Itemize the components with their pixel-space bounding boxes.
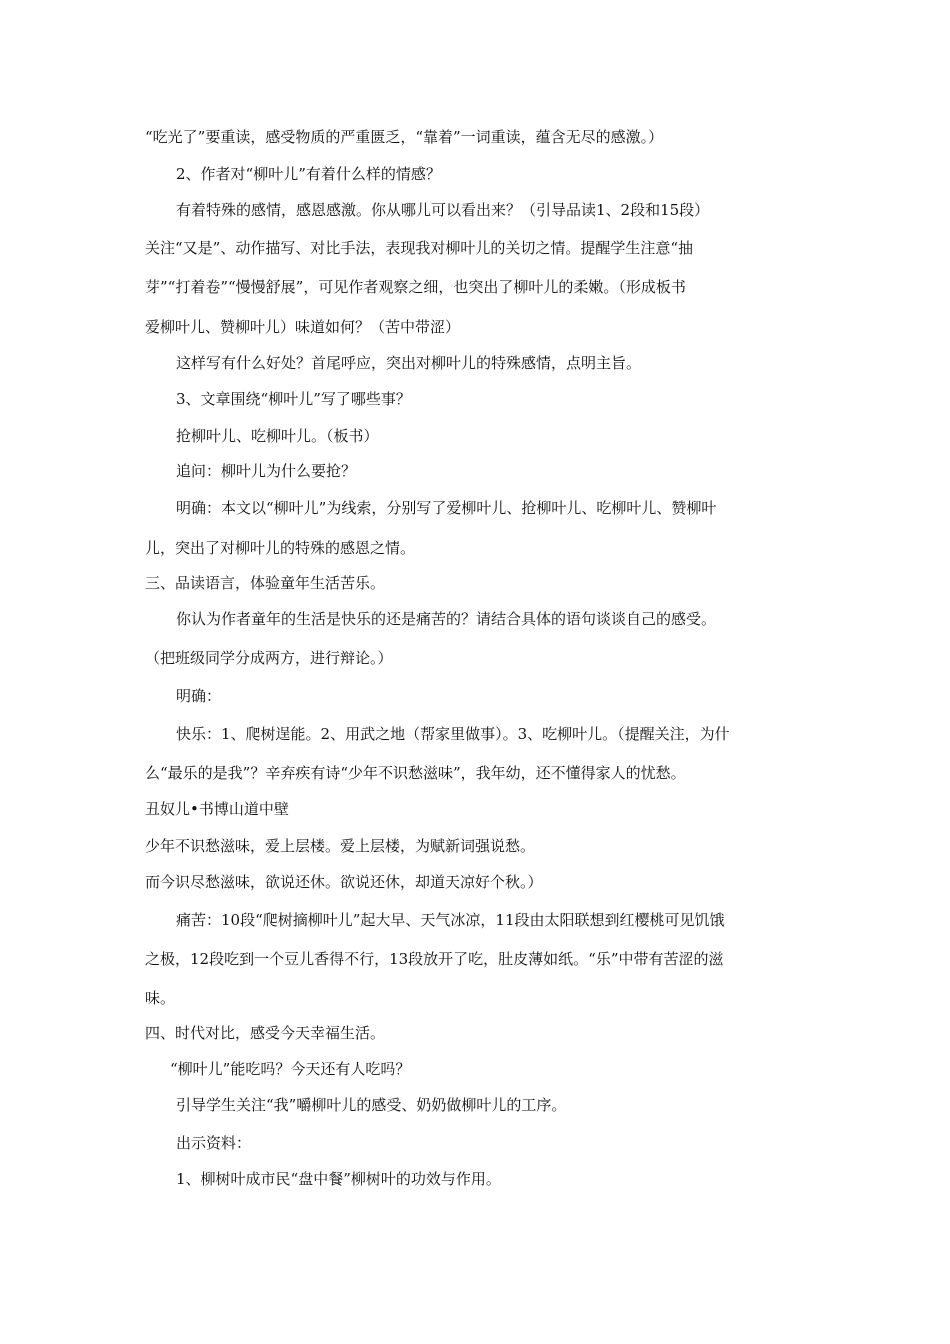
text-line: 关注“又是”、动作描写、对比手法，表现我对柳叶儿的关切之情。提醒学生注意“抽 [145,239,694,257]
poem-title: 丑奴儿•书博山道中壁 [145,800,289,818]
section-heading: 四、时代对比，感受今天幸福生活。 [145,1024,386,1042]
text-line: 追问：柳叶儿为什么要抢？ [176,462,357,480]
text-line: 么“最乐的是我”？辛弃疾有诗“少年不识愁滋味”，我年幼，还不懂得家人的忧愁。 [145,764,686,782]
text-line: 1、柳树叶成市民“盘中餐”柳树叶的功效与作用。 [176,1170,501,1188]
text-line: 出示资料： [176,1134,252,1152]
text-line: 明确：本文以“柳叶儿”为线索，分别写了爱柳叶儿、抢柳叶儿、吃柳叶儿、赞柳叶 [176,499,717,517]
text-line: 2、作者对“柳叶儿”有着什么样的情感？ [176,165,441,183]
section-heading: 三、品读语言，体验童年生活苦乐。 [145,574,386,592]
text-line: 明确： [176,687,222,705]
text-line: 味。 [145,989,176,1007]
text-line: 儿，突出了对柳叶儿的特殊的感恩之情。 [145,539,416,557]
text-line: 芽”“打着卷”“慢慢舒展”，可见作者观察之细，也突出了柳叶儿的柔嫩。（形成板书 [145,278,686,296]
text-line: 之极，12段吃到一个豆儿香得不行，13段放开了吃，肚皮薄如纸。“乐”中带有苦涩的滋 [145,950,724,968]
text-line: 爱柳叶儿、赞柳叶儿）味道如何？（苦中带涩） [145,318,461,336]
text-line: 你认为作者童年的生活是快乐的还是痛苦的？请结合具体的语句谈谈自己的感受。 [176,610,717,628]
poem-line: 而今识尽愁滋味，欲说还休。欲说还休，却道天凉好个秋。） [145,873,543,891]
poem-line: 少年不识愁滋味，爱上层楼。爱上层楼，为赋新词强说愁。 [145,837,536,855]
text-line: 痛苦：10段“爬树摘柳叶儿”起大早、天气冰凉，11段由太阳联想到红樱桃可见饥饿 [176,911,725,929]
text-line: 这样写有什么好处？首尾呼应，突出对柳叶儿的特殊感情，点明主旨。 [176,354,642,372]
text-line: 抢柳叶儿、吃柳叶儿。（板书） [176,427,379,445]
text-line: （把班级同学分成两方，进行辩论。） [145,649,393,667]
text-line: 快乐：1、爬树逞能。2、用武之地（帮家里做事）。3、吃柳叶儿。（提醒关注，为什 [176,725,730,743]
text-line: 有着特殊的感情，感恩感激。你从哪儿可以看出来？（引导品读1、2段和15段） [176,201,710,219]
text-line: “吃光了”要重读，感受物质的严重匮乏，“靠着”一词重读，蕴含无尽的感激。） [145,128,664,146]
text-line: 3、文章围绕“柳叶儿”写了哪些事？ [176,390,411,408]
text-line: “柳叶儿”能吃吗？今天还有人吃吗？ [170,1060,411,1078]
text-line: 引导学生关注“我”嚼柳叶儿的感受、奶奶做柳叶儿的工序。 [176,1096,567,1114]
